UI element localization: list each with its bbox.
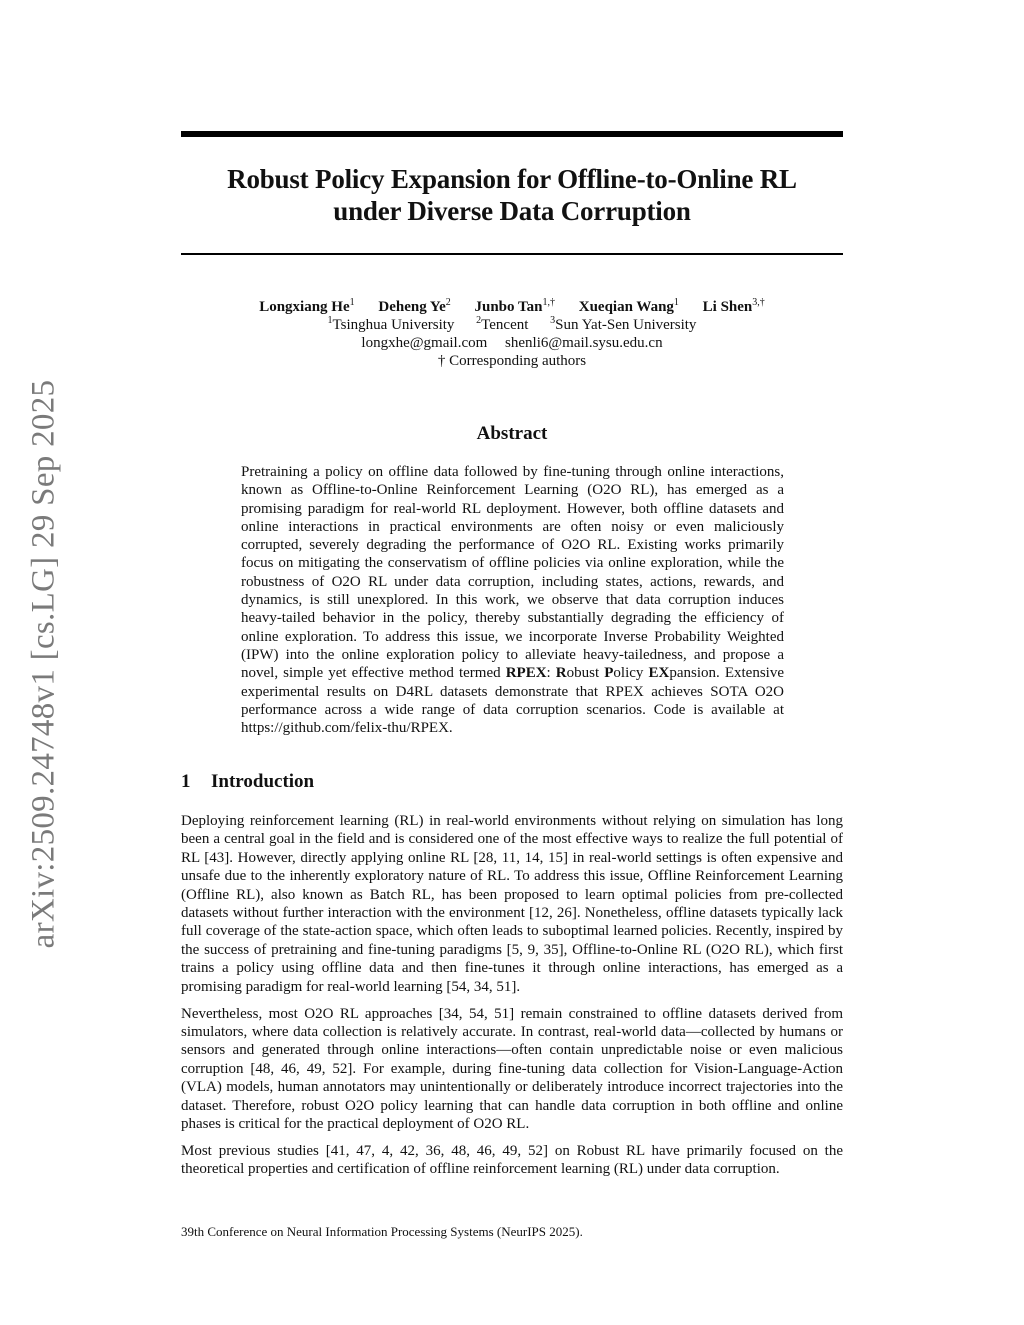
title-line-2: under Diverse Data Corruption bbox=[333, 196, 691, 226]
section-title: Introduction bbox=[211, 771, 315, 792]
paragraph: Nevertheless, most O2O RL approaches [34, 54, 51] remain constrained to offline datasets derived from simulators, where data collection is relatively accurate. In contrast, real-world data—collected by humans or sensors and generated through online interactions—often contain unpredictable noise or even malicious corruption [48, 46, 49, 52]. For example, during fine-tuning data collection for Vision-Language-Action (VLA) models, human annotators may unintentionally or deliberately introduce incorrect trajectories into the dataset. Therefore, robust O2O policy learning that can handle data corruption in both offline and online phases is critical for the practical deployment of O2O RL. bbox=[181, 1005, 843, 1132]
email[interactable]: shenli6@mail.sysu.edu.cn bbox=[505, 335, 663, 351]
author-names bbox=[181, 298, 843, 316]
affiliation: $^1$Tsinghua University bbox=[327, 315, 455, 333]
arxiv-identifier: arXiv:2509.24748v1 [cs.LG] 29 Sep 2025 bbox=[25, 379, 62, 949]
title-top-rule bbox=[181, 131, 843, 137]
title-line-1: Robust Policy Expansion for Offline-to-Online RL bbox=[227, 164, 797, 194]
paragraph: Deploying reinforcement learning (RL) in real-world environments without relying on simulation has long been a central goal in the field and is considered one of the most effective ways to realize the full potential of RL [43]. However, directly applying online RL [28, 11, 14, 15] in real-world settings is often expensive and unsafe due to the inherently exploratory nature of RL. To address this issue, Offline Reinforcement Learning (Offline RL), also known as Batch RL, has been proposed to learn optimal policies from pre-collected datasets without further interaction with the environment [12, 26]. Nonetheless, offline datasets typically lack full coverage of the state-action space, which often leads to suboptimal learned policies. Recently, inspired by the success of pretraining and fine-tuning paradigms [5, 9, 35], Offline-to-Online RL (O2O RL), which first trains a policy using offline data and then fine-tunes it through online interactions, has emerged as a promising paradigm for real-world learning [54, 34, 51]. bbox=[181, 813, 843, 995]
affiliations bbox=[181, 316, 843, 334]
paragraph: Most previous studies [41, 47, 4, 42, 36, 48, 46, 49, 52] on Robust RL have primarily focused on the theoretical properties and certification of offline reinforcement learning (RL) under data corruption. bbox=[181, 1142, 843, 1178]
affiliation: $^3$Sun Yat-Sen University bbox=[550, 315, 697, 333]
emails bbox=[181, 334, 843, 352]
method-name: RPEX bbox=[505, 665, 547, 682]
conference-footer: 39th Conference on Neural Information Processing Systems (NeurIPS 2025). bbox=[181, 1224, 583, 1239]
section-heading-introduction bbox=[181, 771, 314, 793]
section-number: 1 bbox=[181, 771, 191, 792]
author: Longxiang He$^1$ bbox=[259, 297, 355, 315]
author: Deheng Ye$^2$ bbox=[378, 297, 451, 315]
corresponding-note: † Corresponding authors bbox=[437, 353, 587, 369]
introduction-body bbox=[181, 812, 843, 1187]
author-block bbox=[181, 298, 843, 370]
author: Xueqian Wang$^1$ bbox=[578, 297, 679, 315]
abstract-heading: Abstract bbox=[476, 423, 548, 444]
paper-title bbox=[181, 163, 843, 227]
author: Li Shen$^{3,\dagger}$ bbox=[702, 297, 765, 315]
affiliation: $^2$Tencent bbox=[476, 315, 529, 333]
title-bottom-rule bbox=[181, 253, 843, 255]
author: Junbo Tan$^{1,\dagger}$ bbox=[474, 297, 555, 315]
email[interactable]: longxhe@gmail.com bbox=[361, 335, 488, 351]
abstract-body: Pretraining a policy on offline data followed by fine-tuning through online interactions, known as Offline-to-Online Reinforcement Learning (O2O RL), has emerged as a promising paradigm for real-world RL deployment. However, both offline datasets and online interactions in practical environments are often noisy or even maliciously corrupted, severely degrading the performance of O2O RL. Existing works primarily focus on mitigating the conservatism of offline policies via online exploration, while the robustness of O2O RL under data corruption, including states, actions, rewards, and dynamics, is still unexplored. In this work, we observe that data corruption induces heavy-tailed behavior in the policy, thereby substantially degrading the efficiency of online exploration. To address this issue, we incorporate Inverse Probability Weighted (IPW) into the online exploration policy to alleviate heavy-tailedness, and propose a novel, simple yet effective method termed RPEX: Robust Policy EXpansion. Extensive experimental results on D4RL datasets demonstrate that RPEX achieves SOTA O2O performance across a wide range of data corruption scenarios. Code is available at https://github.com/felix-thu/RPEX. bbox=[241, 464, 784, 737]
